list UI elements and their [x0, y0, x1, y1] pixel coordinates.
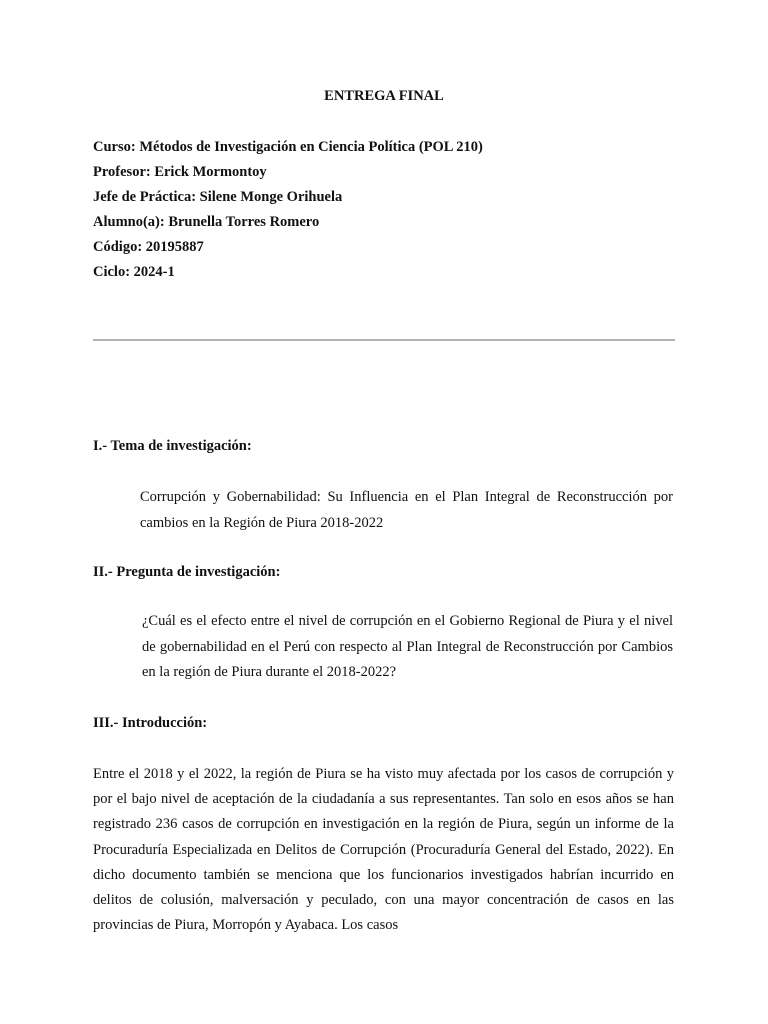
- introduccion-text: Entre el 2018 y el 2022, la región de Piura se ha visto muy afectada por los casos de corrupción y por el bajo nivel de aceptación de la ciudadanía a sus representantes. Tan solo en esos años se han registrado 236 casos de corrupción en investigación en la región de Piura, según un informe de la Procuraduría Especializada en Delitos de Corrupción (Procuraduría General del Estado, 2022). En dicho documento también se menciona que los funcionarios investigados habrían incurrido en delitos de colusión, malversación y peculado, con una mayor concentración de casos en las provincias de Piura, Morropón y Ayabaca. Los casos: [93, 766, 674, 934]
- code-line: Código: 20195887: [93, 239, 204, 255]
- document-title: ENTREGA FINAL: [324, 88, 444, 104]
- section-heading-pregunta: II.- Pregunta de investigación:: [93, 564, 281, 580]
- header-info: [93, 137, 683, 287]
- pregunta-text: ¿Cuál es el efecto entre el nivel de corrupción en el Gobierno Regional de Piura y el nivel de gobernabilidad en el Perú con respecto al Plan Integral de Reconstrucción por Cambios en la región de Piura durante el 2018-2022?: [142, 613, 673, 680]
- course-line: Curso: Métodos de Investigación en Ciencia Política (POL 210): [93, 139, 483, 155]
- horizontal-divider: [93, 339, 675, 341]
- tema-text: Corrupción y Gobernabilidad: Su Influencia en el Plan Integral de Reconstrucción por cambios en la Región de Piura 2018-2022: [140, 489, 673, 531]
- cycle-line: Ciclo: 2024-1: [93, 264, 175, 280]
- section-heading-tema: I.- Tema de investigación:: [93, 438, 252, 454]
- section-heading-introduccion: III.- Introducción:: [93, 715, 208, 731]
- professor-line: Profesor: Erick Mormontoy: [93, 164, 267, 180]
- student-line: Alumno(a): Brunella Torres Romero: [93, 214, 320, 230]
- teaching-assistant-line: Jefe de Práctica: Silene Monge Orihuela: [93, 189, 343, 205]
